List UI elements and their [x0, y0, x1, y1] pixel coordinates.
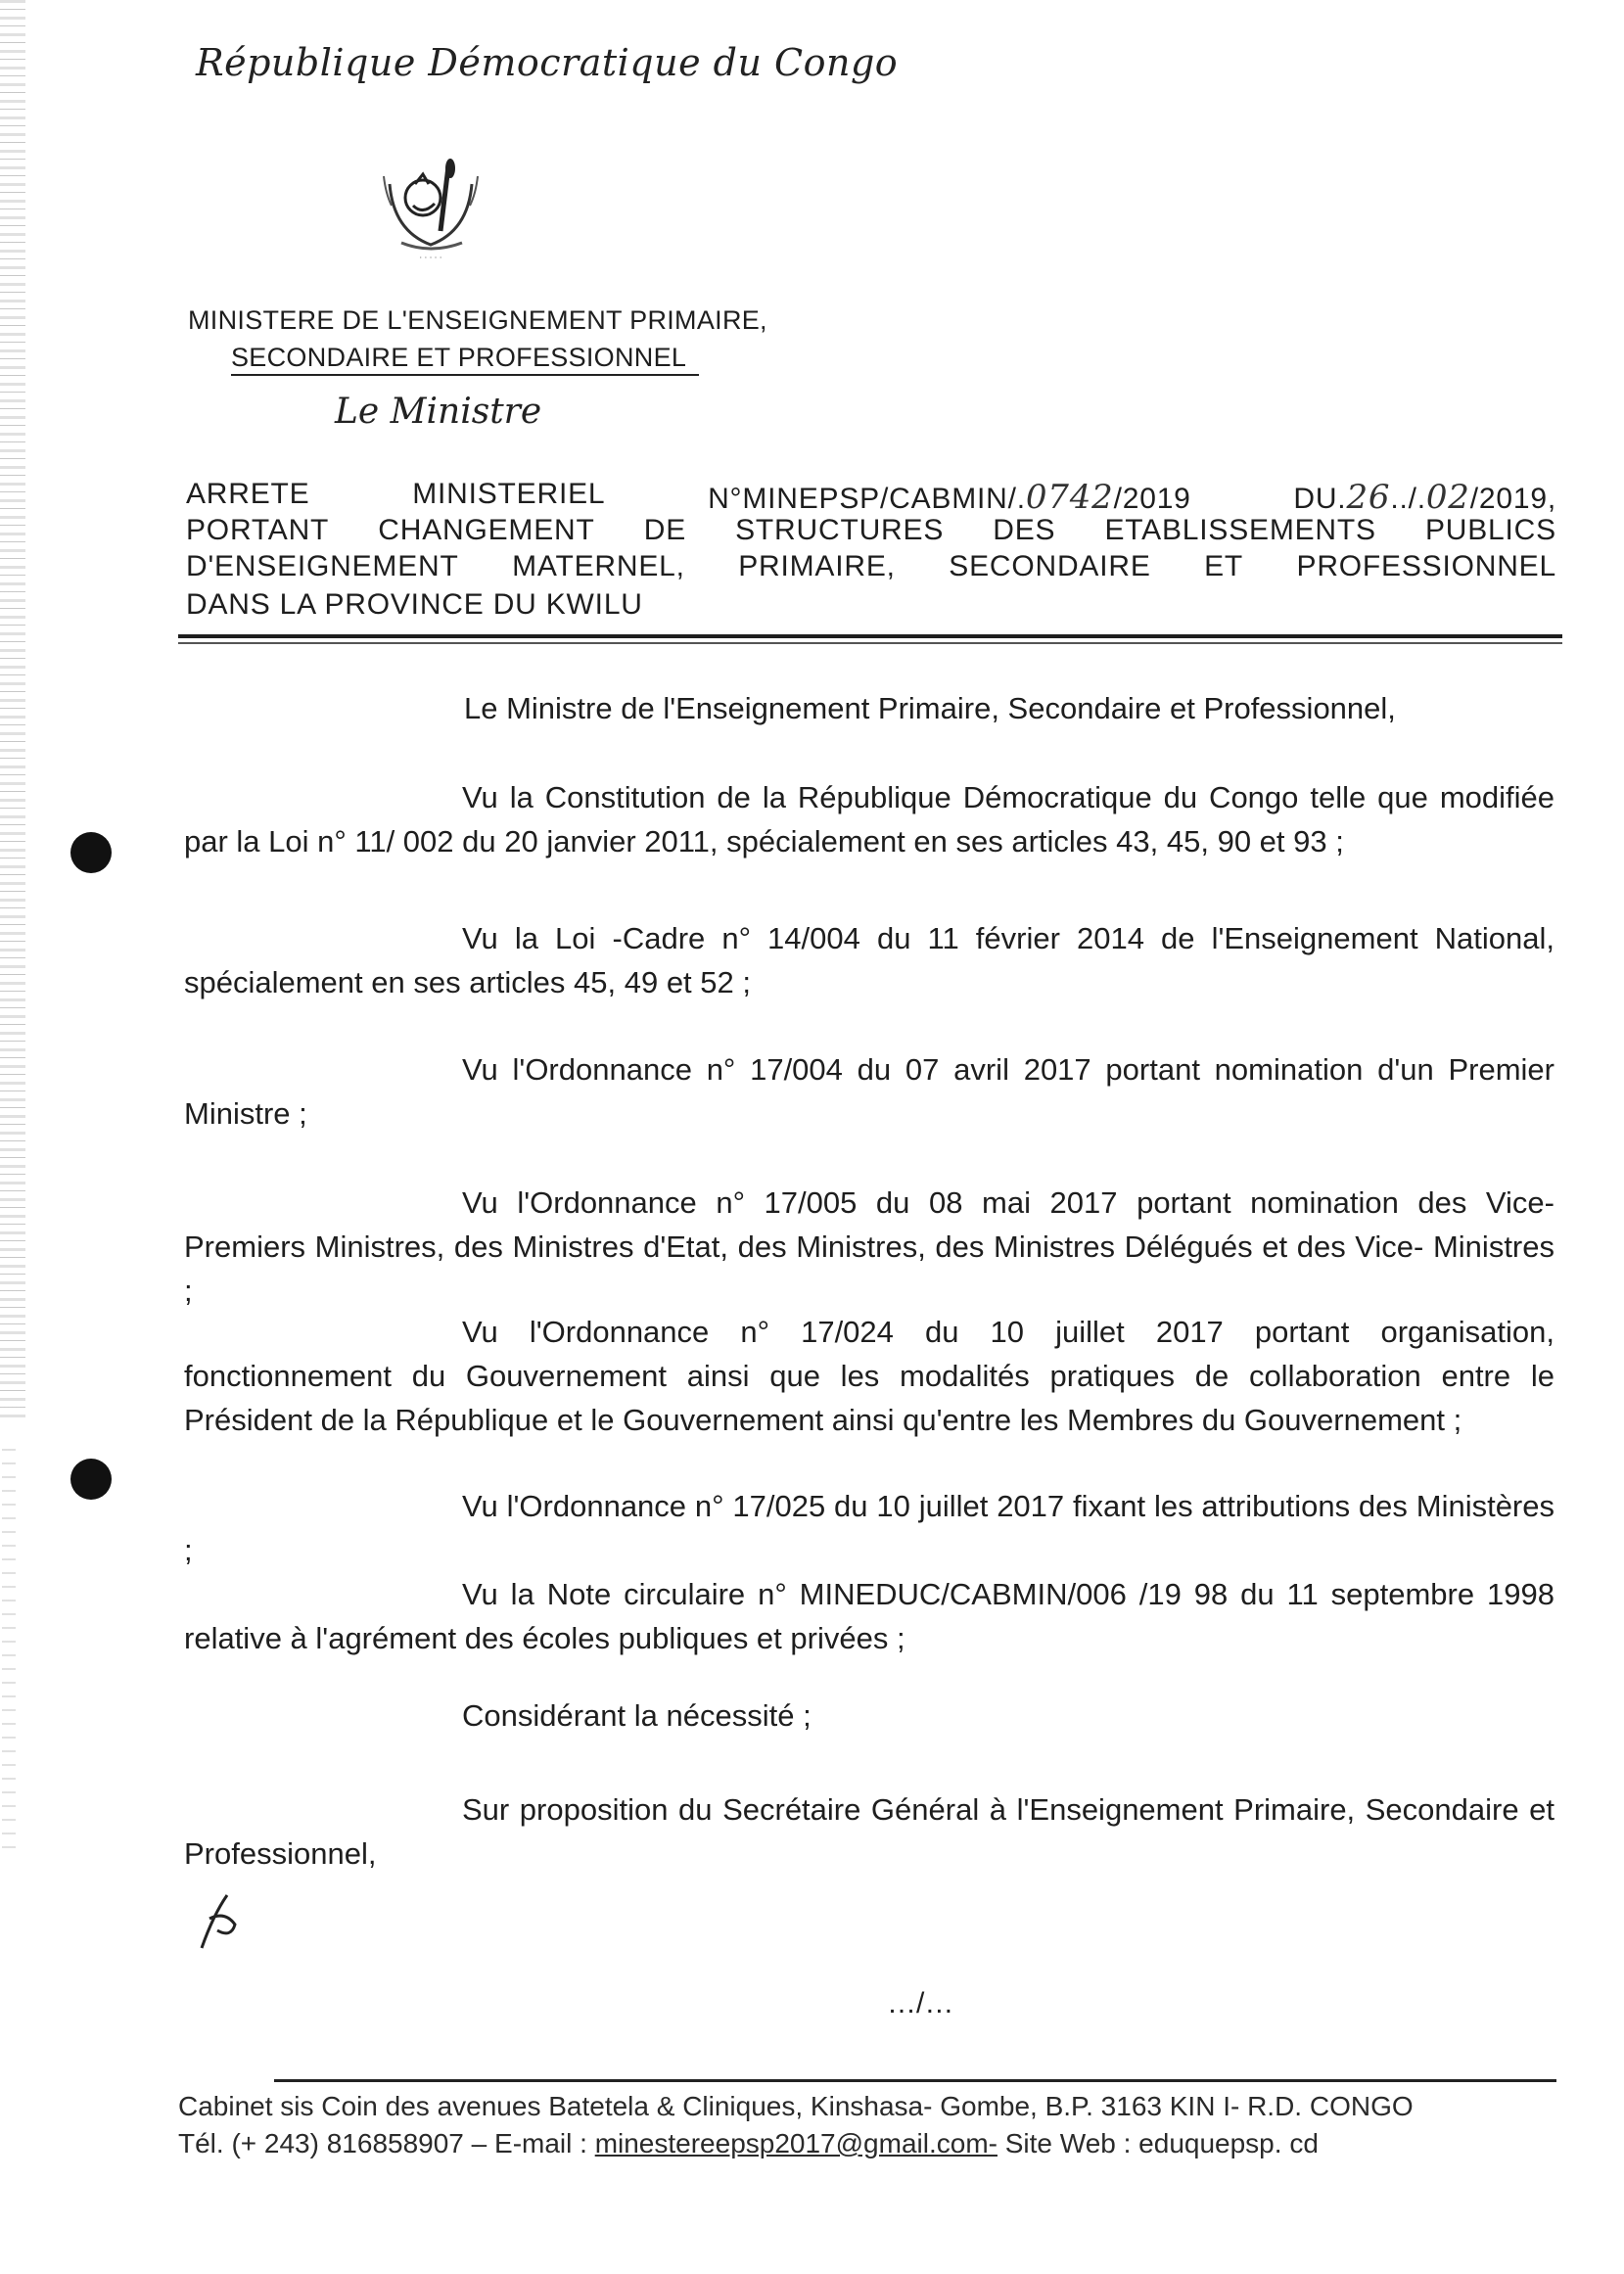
paragraph-text: Considérant la nécessité ; [462, 1698, 812, 1733]
paragraph-text: Sur proposition du Secrétaire Général à l'Enseignement Primaire, Secondaire et Professionnel, [184, 1792, 1554, 1871]
decree-title-line-4: DANS LA PROVINCE DU KWILU [186, 588, 643, 621]
page-continuation-mark: …/… [887, 1987, 954, 2019]
paragraph-constitution [184, 775, 1554, 863]
paragraph-ordinance-17-004 [184, 1047, 1554, 1136]
coat-of-arms-icon [372, 155, 489, 262]
minister-title: Le Ministre [335, 392, 542, 432]
decree-word: ARRETE [186, 478, 310, 510]
paragraph-text: Vu l'Ordonnance n° 17/005 du 08 mai 2017 portant nomination des Vice-Premiers Ministres, des Ministres d'Etat, des Ministres, des Ministres Délégués et des Vice- Ministres ; [184, 1185, 1554, 1308]
minister-heading: Le Ministre de l'Enseignement Primaire, Secondaire et Professionnel, [464, 691, 1396, 725]
footer-contact [178, 2128, 1319, 2159]
paragraph-text: Vu l'Ordonnance n° 17/004 du 07 avril 2017 portant nomination d'un Premier Ministre ; [184, 1052, 1554, 1131]
footer-phone: Tél. (+ 243) 816858907 – E-mail : [178, 2128, 595, 2158]
scan-margin-noise [0, 0, 25, 1419]
paragraph-ordinance-17-005 [184, 1181, 1554, 1313]
republic-title: République Démocratique du Congo [196, 41, 899, 84]
decree-title-line-1 [186, 478, 1556, 517]
paragraph-ordinance-17-024 [184, 1310, 1554, 1442]
footer-website: Site Web : eduquepsp. cd [997, 2128, 1319, 2158]
paragraph-proposal [184, 1787, 1554, 1876]
ministry-underline [231, 374, 699, 376]
paragraph-framework-law [184, 916, 1554, 1004]
decree-word: MINISTERIEL [412, 478, 606, 510]
handwritten-day: 26 [1346, 478, 1391, 517]
paragraph-circular-note [184, 1572, 1554, 1660]
svg-text:· · · · ·: · · · · · [419, 254, 442, 262]
decree-word: ETABLISSEMENTS [1104, 514, 1376, 546]
handwritten-month: 02 [1425, 478, 1470, 517]
paragraph-considering [184, 1694, 1554, 1738]
decree-word: PUBLICS [1424, 514, 1556, 546]
title-divider [178, 634, 1562, 638]
paragraph-text: Vu la Loi -Cadre n° 14/004 du 11 février 2014 de l'Enseignement National, spécialement en ses articles 45, 49 et 52 ; [184, 921, 1554, 999]
paragraph-ordinance-17-025 [184, 1484, 1554, 1572]
decree-title-line-2 [186, 514, 1556, 547]
decree-date: DU.26../.02/2019, [1293, 478, 1556, 517]
decree-word: ET [1204, 550, 1244, 582]
ministry-name-line-2: SECONDAIRE ET PROFESSIONNEL [231, 343, 687, 372]
decree-word: DES [993, 514, 1056, 546]
decree-word: D'ENSEIGNEMENT [186, 550, 459, 582]
decree-word: CHANGEMENT [378, 514, 595, 546]
footer-divider [274, 2079, 1556, 2082]
decree-number: N°MINEPSP/CABMIN/.0742/2019 [708, 478, 1191, 517]
decree-word: PRIMAIRE, [738, 550, 896, 582]
decree-word: PROFESSIONNEL [1296, 550, 1556, 582]
punch-hole [70, 832, 112, 873]
scan-margin-noise [2, 1449, 16, 1860]
decree-word: PORTANT [186, 514, 330, 546]
paragraph-text: Vu l'Ordonnance n° 17/024 du 10 juillet 2017 portant organisation, fonctionnement du Gouvernement ainsi que les modalités pratiques de collaboration entre le Président de la République et le Gouvernement ainsi qu'entre les Membres du Gouvernement ; [184, 1315, 1554, 1437]
paragraph-text: Vu la Constitution de la République Démocratique du Congo telle que modifiée par la Loi n° 11/ 002 du 20 janvier 2011, spécialement en ses articles 43, 45, 90 et 93 ; [184, 780, 1554, 859]
footer-email-link[interactable]: minestereepsp2017@gmail.com- [594, 2128, 998, 2158]
decree-title-line-3 [186, 550, 1556, 583]
decree-word: DE [643, 514, 687, 546]
paragraph-text: Vu la Note circulaire n° MINEDUC/CABMIN/006 /19 98 du 11 septembre 1998 relative à l'agrément des écoles publiques et privées ; [184, 1577, 1554, 1655]
title-divider [178, 642, 1562, 644]
decree-word: MATERNEL, [512, 550, 685, 582]
footer-address: Cabinet sis Coin des avenues Batetela & Cliniques, Kinshasa- Gombe, B.P. 3163 KIN I- R.D. CONGO [178, 2091, 1414, 2121]
decree-word: STRUCTURES [735, 514, 945, 546]
handwritten-number: 0742 [1025, 478, 1114, 517]
decree-word: SECONDAIRE [949, 550, 1151, 582]
ministry-name-line-1: MINISTERE DE L'ENSEIGNEMENT PRIMAIRE, [188, 305, 767, 335]
handwritten-initial-mark [192, 1885, 260, 1954]
paragraph-text: Vu l'Ordonnance n° 17/025 du 10 juillet 2017 fixant les attributions des Ministères ; [184, 1489, 1554, 1567]
punch-hole [70, 1459, 112, 1500]
